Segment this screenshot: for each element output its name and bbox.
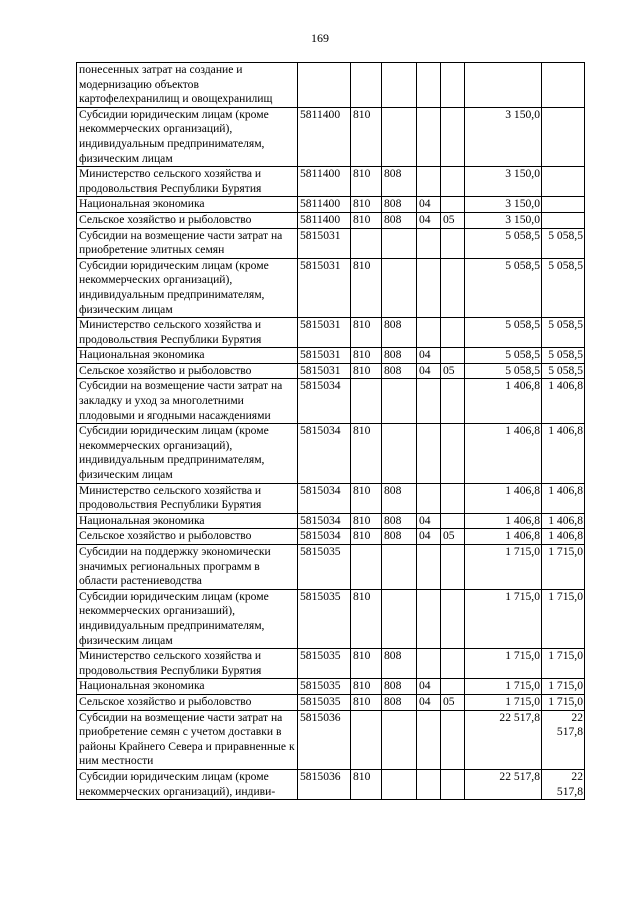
target-code: 5815036 bbox=[298, 710, 351, 769]
subsection-code bbox=[441, 424, 465, 483]
section-code bbox=[417, 710, 441, 769]
department-code: 808 bbox=[382, 212, 417, 228]
target-code: 5815035 bbox=[298, 545, 351, 590]
amount-2: 1 406,8 bbox=[542, 513, 585, 529]
item-name: Министерство сельского хозяйства и продовольствия Республики Бурятия bbox=[77, 483, 298, 513]
budget-table bbox=[76, 62, 585, 800]
table-row bbox=[77, 379, 585, 424]
amount-1: 5 058,5 bbox=[465, 363, 542, 379]
amount-1 bbox=[465, 63, 542, 108]
item-name: Субсидии юридическим лицам (кроме некоммерческих организаций), индивидуальным предпринимателям, физическим лицам bbox=[77, 258, 298, 317]
amount-1: 1 715,0 bbox=[465, 545, 542, 590]
table-row bbox=[77, 348, 585, 364]
section-code bbox=[417, 318, 441, 348]
amount-1: 5 058,5 bbox=[465, 318, 542, 348]
item-name: Сельское хозяйство и рыболовство bbox=[77, 212, 298, 228]
subsection-code bbox=[441, 769, 465, 799]
item-name: Министерство сельского хозяйства и продовольствия Республики Бурятия bbox=[77, 167, 298, 197]
table-row bbox=[77, 769, 585, 799]
grbs-code: 810 bbox=[351, 363, 382, 379]
item-name: Национальная экономика bbox=[77, 513, 298, 529]
subsection-code bbox=[441, 483, 465, 513]
section-code: 04 bbox=[417, 348, 441, 364]
amount-1: 1 406,8 bbox=[465, 513, 542, 529]
target-code: 5815035 bbox=[298, 679, 351, 695]
amount-1: 3 150,0 bbox=[465, 212, 542, 228]
amount-1: 5 058,5 bbox=[465, 258, 542, 317]
section-code: 04 bbox=[417, 694, 441, 710]
subsection-code: 05 bbox=[441, 212, 465, 228]
page-number: 169 bbox=[311, 31, 329, 45]
department-code bbox=[382, 228, 417, 258]
target-code: 5811400 bbox=[298, 197, 351, 213]
grbs-code: 810 bbox=[351, 769, 382, 799]
target-code: 5815031 bbox=[298, 363, 351, 379]
department-code: 808 bbox=[382, 197, 417, 213]
subsection-code bbox=[441, 589, 465, 648]
section-code: 04 bbox=[417, 197, 441, 213]
amount-2 bbox=[542, 197, 585, 213]
table-row bbox=[77, 212, 585, 228]
subsection-code bbox=[441, 197, 465, 213]
item-name: Министерство сельского хозяйства и продовольствия Республики Бурятия bbox=[77, 649, 298, 679]
department-code: 808 bbox=[382, 529, 417, 545]
department-code: 808 bbox=[382, 363, 417, 379]
amount-1: 3 150,0 bbox=[465, 107, 542, 166]
amount-2: 22 517,8 bbox=[542, 710, 585, 769]
department-code bbox=[382, 379, 417, 424]
department-code bbox=[382, 710, 417, 769]
item-name: Субсидии на возмещение части затрат на закладку и уход за многолетними плодовыми и ягодными насаждениями bbox=[77, 379, 298, 424]
target-code: 5815031 bbox=[298, 258, 351, 317]
amount-2: 5 058,5 bbox=[542, 318, 585, 348]
amount-1: 1 406,8 bbox=[465, 483, 542, 513]
amount-1: 3 150,0 bbox=[465, 167, 542, 197]
grbs-code: 810 bbox=[351, 348, 382, 364]
subsection-code bbox=[441, 348, 465, 364]
subsection-code bbox=[441, 63, 465, 108]
amount-2: 5 058,5 bbox=[542, 363, 585, 379]
target-code: 5815035 bbox=[298, 589, 351, 648]
department-code: 808 bbox=[382, 348, 417, 364]
subsection-code bbox=[441, 513, 465, 529]
subsection-code bbox=[441, 107, 465, 166]
table-row bbox=[77, 679, 585, 695]
department-code: 808 bbox=[382, 318, 417, 348]
section-code bbox=[417, 589, 441, 648]
amount-1: 5 058,5 bbox=[465, 348, 542, 364]
amount-1: 1 406,8 bbox=[465, 424, 542, 483]
section-code bbox=[417, 258, 441, 317]
amount-2 bbox=[542, 212, 585, 228]
target-code: 5811400 bbox=[298, 167, 351, 197]
department-code: 808 bbox=[382, 679, 417, 695]
target-code: 5815034 bbox=[298, 379, 351, 424]
item-name: Министерство сельского хозяйства и продовольствия Республики Бурятия bbox=[77, 318, 298, 348]
subsection-code: 05 bbox=[441, 694, 465, 710]
amount-1: 1 715,0 bbox=[465, 679, 542, 695]
subsection-code: 05 bbox=[441, 363, 465, 379]
amount-2: 1 406,8 bbox=[542, 379, 585, 424]
amount-2 bbox=[542, 107, 585, 166]
target-code: 5815034 bbox=[298, 529, 351, 545]
table-row bbox=[77, 710, 585, 769]
department-code bbox=[382, 424, 417, 483]
subsection-code bbox=[441, 379, 465, 424]
target-code: 5815034 bbox=[298, 424, 351, 483]
grbs-code: 810 bbox=[351, 167, 382, 197]
table-row bbox=[77, 197, 585, 213]
section-code bbox=[417, 483, 441, 513]
grbs-code: 810 bbox=[351, 694, 382, 710]
department-code bbox=[382, 769, 417, 799]
amount-2: 1 715,0 bbox=[542, 679, 585, 695]
amount-1: 1 406,8 bbox=[465, 529, 542, 545]
target-code: 5815036 bbox=[298, 769, 351, 799]
grbs-code: 810 bbox=[351, 679, 382, 695]
amount-2: 1 406,8 bbox=[542, 483, 585, 513]
table-row bbox=[77, 258, 585, 317]
item-name: Национальная экономика bbox=[77, 348, 298, 364]
item-name: Субсидии юридическим лицам (кроме некоммерческих организаций), индивидуальным предпринимателям, физическим лицам bbox=[77, 107, 298, 166]
grbs-code bbox=[351, 63, 382, 108]
target-code: 5815031 bbox=[298, 318, 351, 348]
table-row bbox=[77, 589, 585, 648]
target-code: 5815031 bbox=[298, 228, 351, 258]
section-code bbox=[417, 107, 441, 166]
grbs-code: 810 bbox=[351, 529, 382, 545]
item-name: Субсидии юридическим лицам (кроме некоммерческих организаций), индиви- bbox=[77, 769, 298, 799]
department-code bbox=[382, 258, 417, 317]
table-row bbox=[77, 63, 585, 108]
subsection-code: 05 bbox=[441, 529, 465, 545]
item-name: Сельское хозяйство и рыболовство bbox=[77, 529, 298, 545]
section-code: 04 bbox=[417, 513, 441, 529]
grbs-code: 810 bbox=[351, 212, 382, 228]
department-code: 808 bbox=[382, 483, 417, 513]
section-code bbox=[417, 228, 441, 258]
grbs-code: 810 bbox=[351, 424, 382, 483]
target-code: 5815035 bbox=[298, 694, 351, 710]
grbs-code bbox=[351, 710, 382, 769]
amount-2 bbox=[542, 63, 585, 108]
table-row bbox=[77, 363, 585, 379]
department-code bbox=[382, 63, 417, 108]
table-row bbox=[77, 649, 585, 679]
department-code: 808 bbox=[382, 167, 417, 197]
item-name: Сельское хозяйство и рыболовство bbox=[77, 363, 298, 379]
target-code: 5811400 bbox=[298, 212, 351, 228]
item-name: понесенных затрат на создание и модернизацию объектов картофелехранилищ и овощехранилищ bbox=[77, 63, 298, 108]
department-code bbox=[382, 107, 417, 166]
subsection-code bbox=[441, 545, 465, 590]
subsection-code bbox=[441, 710, 465, 769]
subsection-code bbox=[441, 228, 465, 258]
item-name: Субсидии юридическим лицам (кроме некоммерческих организаций), индивидуальным предпринимателям, физическим лицам bbox=[77, 424, 298, 483]
section-code bbox=[417, 769, 441, 799]
item-name: Субсидии на возмещение части затрат на приобретение семян с учетом доставки в районы Крайнего Севера и приравненные к ним местности bbox=[77, 710, 298, 769]
table-row bbox=[77, 545, 585, 590]
department-code: 808 bbox=[382, 649, 417, 679]
subsection-code bbox=[441, 258, 465, 317]
grbs-code bbox=[351, 379, 382, 424]
target-code: 5815034 bbox=[298, 513, 351, 529]
section-code: 04 bbox=[417, 529, 441, 545]
item-name: Национальная экономика bbox=[77, 679, 298, 695]
department-code bbox=[382, 589, 417, 648]
table-row bbox=[77, 529, 585, 545]
target-code bbox=[298, 63, 351, 108]
section-code: 04 bbox=[417, 679, 441, 695]
table-row bbox=[77, 483, 585, 513]
item-name: Субсидии юридическим лицам (кроме некоммерческих организаший), индивидуальным предпринимателям, физическим лицам bbox=[77, 589, 298, 648]
section-code: 04 bbox=[417, 363, 441, 379]
amount-2: 1 715,0 bbox=[542, 589, 585, 648]
amount-1: 1 715,0 bbox=[465, 694, 542, 710]
table-row bbox=[77, 167, 585, 197]
amount-2: 22 517,8 bbox=[542, 769, 585, 799]
department-code: 808 bbox=[382, 694, 417, 710]
section-code bbox=[417, 649, 441, 679]
amount-1: 22 517,8 bbox=[465, 769, 542, 799]
amount-1: 1 406,8 bbox=[465, 379, 542, 424]
amount-1: 1 715,0 bbox=[465, 649, 542, 679]
section-code bbox=[417, 379, 441, 424]
target-code: 5815031 bbox=[298, 348, 351, 364]
grbs-code: 810 bbox=[351, 107, 382, 166]
amount-2 bbox=[542, 167, 585, 197]
amount-2: 1 406,8 bbox=[542, 529, 585, 545]
subsection-code bbox=[441, 318, 465, 348]
item-name: Сельское хозяйство и рыболовство bbox=[77, 694, 298, 710]
grbs-code bbox=[351, 228, 382, 258]
amount-2: 1 406,8 bbox=[542, 424, 585, 483]
amount-2: 5 058,5 bbox=[542, 228, 585, 258]
target-code: 5815034 bbox=[298, 483, 351, 513]
grbs-code: 810 bbox=[351, 258, 382, 317]
grbs-code: 810 bbox=[351, 483, 382, 513]
subsection-code bbox=[441, 679, 465, 695]
section-code bbox=[417, 545, 441, 590]
item-name: Национальная экономика bbox=[77, 197, 298, 213]
grbs-code: 810 bbox=[351, 197, 382, 213]
table-row bbox=[77, 318, 585, 348]
amount-2: 1 715,0 bbox=[542, 694, 585, 710]
item-name: Субсидии на поддержку экономически значимых региональных программ в области растениеводства bbox=[77, 545, 298, 590]
amount-1: 5 058,5 bbox=[465, 228, 542, 258]
amount-2: 1 715,0 bbox=[542, 649, 585, 679]
target-code: 5815035 bbox=[298, 649, 351, 679]
table-row bbox=[77, 424, 585, 483]
table-row bbox=[77, 513, 585, 529]
target-code: 5811400 bbox=[298, 107, 351, 166]
department-code: 808 bbox=[382, 513, 417, 529]
item-name: Субсидии на возмещение части затрат на приобретение элитных семян bbox=[77, 228, 298, 258]
department-code bbox=[382, 545, 417, 590]
amount-1: 1 715,0 bbox=[465, 589, 542, 648]
grbs-code: 810 bbox=[351, 649, 382, 679]
section-code bbox=[417, 424, 441, 483]
amount-2: 1 715,0 bbox=[542, 545, 585, 590]
subsection-code bbox=[441, 167, 465, 197]
amount-2: 5 058,5 bbox=[542, 348, 585, 364]
grbs-code: 810 bbox=[351, 513, 382, 529]
section-code: 04 bbox=[417, 212, 441, 228]
table-row bbox=[77, 107, 585, 166]
section-code bbox=[417, 167, 441, 197]
amount-1: 22 517,8 bbox=[465, 710, 542, 769]
grbs-code: 810 bbox=[351, 589, 382, 648]
section-code bbox=[417, 63, 441, 108]
grbs-code bbox=[351, 545, 382, 590]
amount-2: 5 058,5 bbox=[542, 258, 585, 317]
amount-1: 3 150,0 bbox=[465, 197, 542, 213]
table-row bbox=[77, 228, 585, 258]
table-row bbox=[77, 694, 585, 710]
subsection-code bbox=[441, 649, 465, 679]
grbs-code: 810 bbox=[351, 318, 382, 348]
